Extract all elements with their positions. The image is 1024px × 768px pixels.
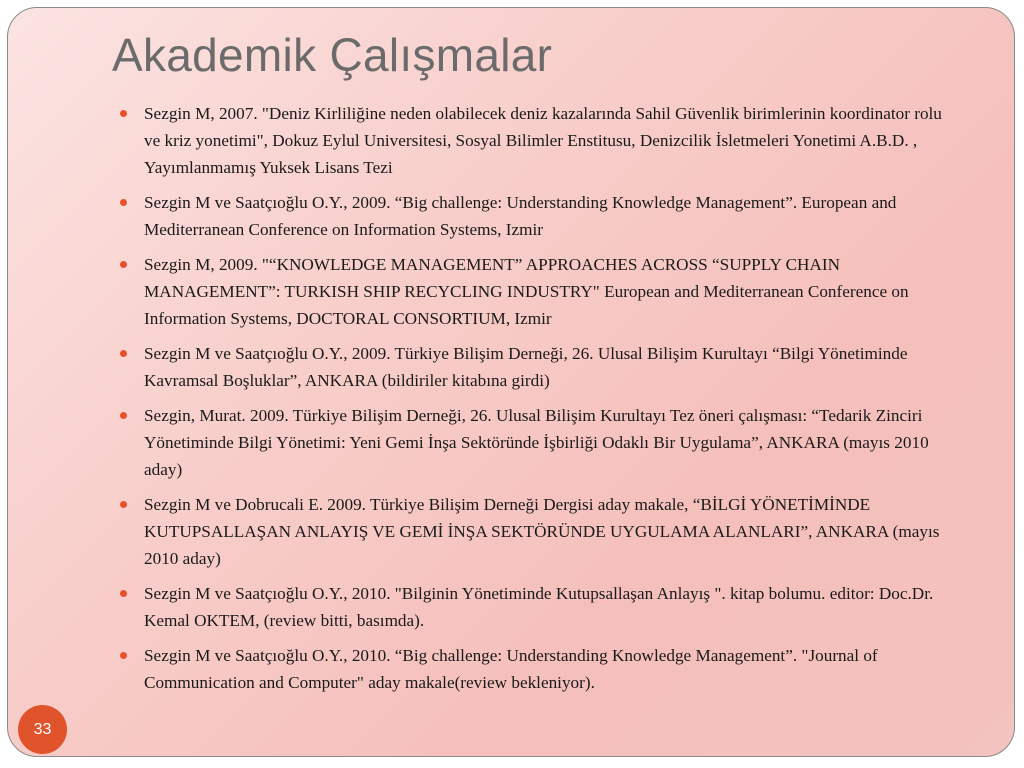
reference-item <box>118 189 958 243</box>
bullet-icon <box>120 652 127 659</box>
bullet-icon <box>120 501 127 508</box>
bullet-icon <box>120 110 127 117</box>
reference-text: Sezgin M ve Saatçıoğlu O.Y., 2010. "Bilginin Yönetiminde Kutupsallaşan Anlayış ". kitap bolumu. editor: Doc.Dr. Kemal OKTEM, (review bitti, basımda). <box>144 584 934 630</box>
reference-text: Sezgin M, 2007. "Deniz Kirliliğine neden olabilecek deniz kazalarında Sahil Güvenlik birimlerinin koordinator rolu ve kriz yonetimi", Dokuz Eylul Universitesi, Sosyal Bilimler Enstitusu, Denizcilik İsletmeleri Yonetimi A.B.D. , Yayımlanmamış Yuksek Lisans Tezi <box>144 104 942 177</box>
slide-title: Akademik Çalışmalar <box>112 29 553 81</box>
reference-item <box>118 340 958 394</box>
reference-list <box>118 100 958 704</box>
reference-text: Sezgin, Murat. 2009. Türkiye Bilişim Derneği, 26. Ulusal Bilişim Kurultayı Tez öneri çalışması: “Tedarik Zinciri Yönetiminde Bilgi Yönetimi: Yeni Gemi İnşa Sektöründe İşbirliği Odaklı Bir Uygulama”, ANKARA (mayıs 2010 aday) <box>144 406 929 479</box>
bullet-icon <box>120 199 127 206</box>
bullet-icon <box>120 350 127 357</box>
bullet-icon <box>120 590 127 597</box>
reference-item <box>118 402 958 483</box>
bullet-icon <box>120 412 127 419</box>
reference-item <box>118 491 958 572</box>
reference-item <box>118 100 958 181</box>
reference-item <box>118 642 958 696</box>
reference-item <box>118 251 958 332</box>
slide <box>7 7 1015 757</box>
reference-text: Sezgin M, 2009. "“KNOWLEDGE MANAGEMENT” APPROACHES ACROSS “SUPPLY CHAIN MANAGEMENT”: TURKISH SHIP RECYCLING INDUSTRY" European and Mediterranean Conference on Information Systems, DOCTORAL CONSORTIUM, Izmir <box>144 255 909 328</box>
bullet-icon <box>120 261 127 268</box>
reference-text: Sezgin M ve Dobrucali E. 2009. Türkiye Bilişim Derneği Dergisi aday makale, “BİLGİ YÖNETİMİNDE KUTUPSALLAŞAN ANLAYIŞ VE GEMİ İNŞA SEKTÖRÜNDE UYGULAMA ALANLARI”, ANKARA (mayıs 2010 aday) <box>144 495 940 568</box>
reference-text: Sezgin M ve Saatçıoğlu O.Y., 2009. Türkiye Bilişim Derneği, 26. Ulusal Bilişim Kurultayı “Bilgi Yönetiminde Kavramsal Boşluklar”, ANKARA (bildiriler kitabına girdi) <box>144 344 908 390</box>
reference-item <box>118 580 958 634</box>
reference-text: Sezgin M ve Saatçıoğlu O.Y., 2010. “Big challenge: Understanding Knowledge Management”. "Journal of Communication and Computer" aday makale(review bekleniyor). <box>144 646 878 692</box>
page-number-badge: 33 <box>18 705 67 754</box>
reference-text: Sezgin M ve Saatçıoğlu O.Y., 2009. “Big challenge: Understanding Knowledge Management”. European and Mediterranean Conference on Information Systems, Izmir <box>144 193 897 239</box>
